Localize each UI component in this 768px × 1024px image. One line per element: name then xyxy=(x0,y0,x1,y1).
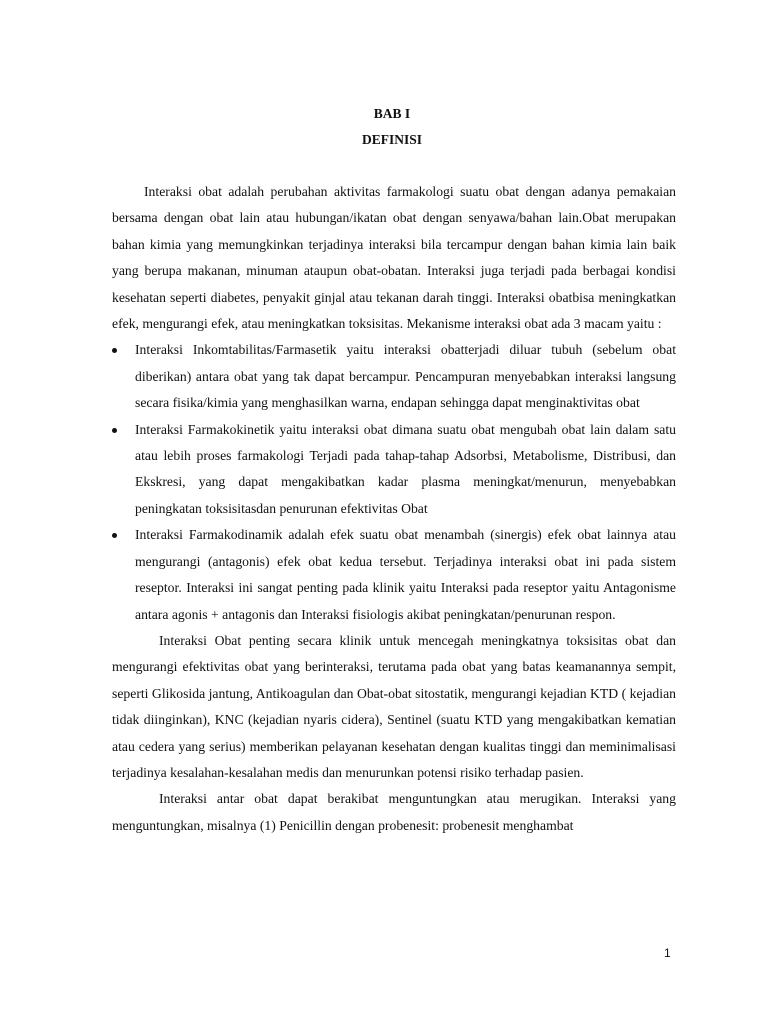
bullet-icon xyxy=(112,348,117,353)
list-item-text: Interaksi Farmakodinamik adalah efek suatu obat menambah (sinergis) efek obat lainnya atau mengurangi (antagonis) efek obat kedua tersebut. Terjadinya interaksi obat ini pada sistem reseptor. Interaksi ini sangat penting pada klinik yaitu Interaksi pada reseptor yaitu Antagonisme antara agonis + antagonis dan Interaksi fisiologis akibat peningkatan/penurunan respon. xyxy=(135,527,676,622)
bullet-icon xyxy=(112,533,117,538)
chapter-title: DEFINISI xyxy=(361,132,423,147)
mechanism-list xyxy=(112,337,676,627)
list-item xyxy=(112,522,676,628)
list-item xyxy=(112,337,676,416)
paragraph-clinical-importance: Interaksi Obat penting secara klinik untuk mencegah meningkatnya toksisitas obat dan mengurangi efektivitas obat yang berinteraksi, terutama pada obat yang batas keamanannya sempit, seperti Glikosida jantung, Antikoagulan dan Obat-obat sitostatik, mengurangi kejadian KTD ( kejadian tidak diinginkan), KNC (kejadian nyaris cidera), Sentinel (suatu KTD yang mengakibatkan kematian atau cedera yang serius) memberikan pelayanan kesehatan dengan kualitas tinggi dan meminimalisasi terjadinya kesalahan-kesalahan medis dan menurunkan potensi risiko terhadap pasien. xyxy=(112,632,676,780)
paragraph-interaction-effects: Interaksi antar obat dapat berakibat menguntungkan atau merugikan. Interaksi yang menguntungkan, misalnya (1) Penicillin dengan probenesit: probenesit menghambat xyxy=(112,791,676,833)
list-item-text: Interaksi Farmakokinetik yaitu interaksi obat dimana suatu obat mengubah obat lain dalam satu atau lebih proses farmakologi Terjadi pada tahap-tahap Adsorbsi, Metabolisme, Distribusi, dan Ekskresi, yang dapat mengakibatkan kadar plasma meningkat/menurun, menyebabkan peningkatan toksisitasdan penurunan efektivitas Obat xyxy=(135,421,676,516)
list-item-text: Interaksi Inkomtabilitas/Farmasetik yaitu interaksi obatterjadi diluar tubuh (sebelum obat diberikan) antara obat yang tak dapat bercampur. Pencampuran menyebabkan interaksi langsung secara fisika/kimia yang menghasilkan warna, endapan sehingga dapat menginaktivitas obat xyxy=(135,342,676,411)
page-number: 1 xyxy=(664,946,671,960)
chapter-label: BAB I xyxy=(373,106,411,121)
list-item xyxy=(112,417,676,523)
document-body xyxy=(112,179,676,839)
bullet-icon xyxy=(112,428,117,433)
intro-paragraph: Interaksi obat adalah perubahan aktivitas farmakologi suatu obat dengan adanya pemakaian bersama dengan obat lain atau hubungan/ikatan obat dengan senyawa/bahan lain.Obat merupakan bahan kimia yang memungkinkan terjadinya interaksi bila tercampur dengan bahan kimia lain baik yang berupa makanan, minuman ataupun obat-obatan. Interaksi juga terjadi pada berbagai kondisi kesehatan seperti diabetes, penyakit ginjal atau tekanan darah tinggi. Interaksi obatbisa meningkatkan efek, mengurangi efek, atau meningkatkan toksisitas. Mekanisme interaksi obat ada 3 macam yaitu : xyxy=(112,184,676,332)
